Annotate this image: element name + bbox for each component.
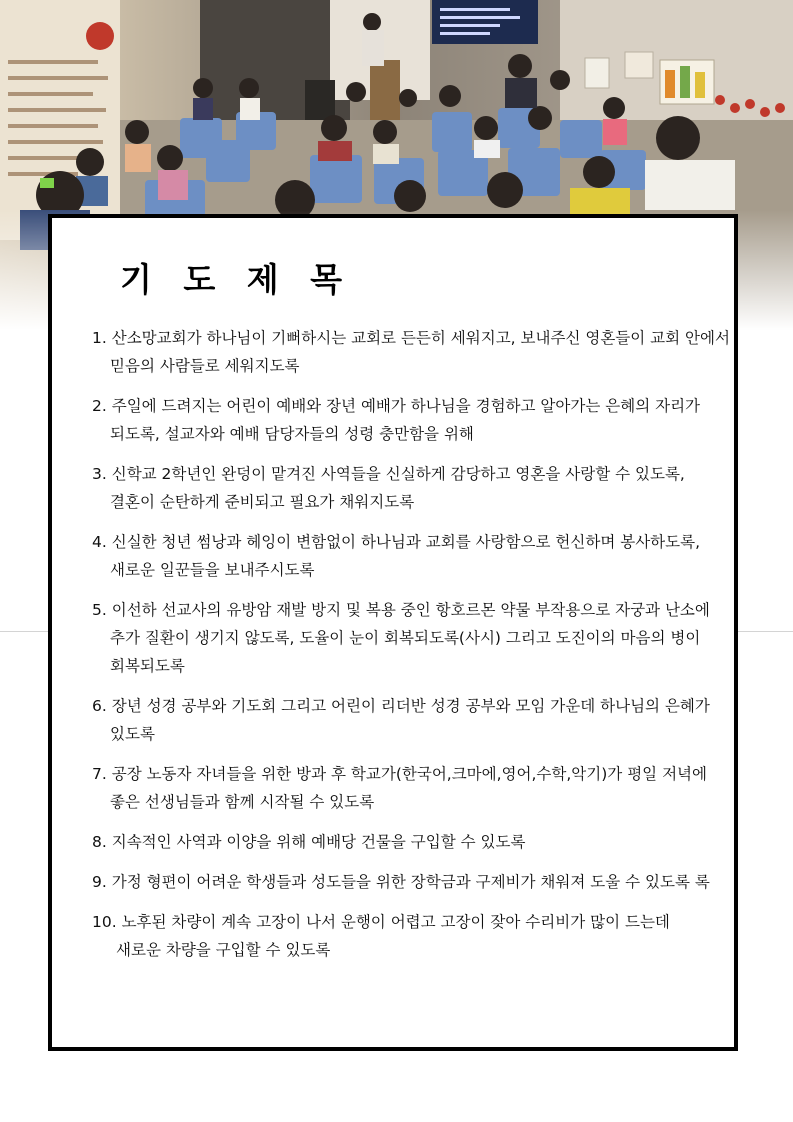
item-text: 2. 주일에 드려지는 어린이 예배와 장년 예배가 하나님을 경험하고 알아가는 은혜의 자리가 — [92, 397, 701, 415]
item-text: 5. 이선하 선교사의 유방암 재발 방지 및 복용 중인 항호르몬 약물 부작용으로 자궁과 난소에 — [92, 601, 710, 619]
page-title: 기 도 제 목 — [120, 260, 352, 299]
list-item — [92, 868, 732, 896]
item-text-continued: 믿음의 사람들로 세워지도록 — [110, 357, 300, 375]
item-text: 8. 지속적인 사역과 이양을 위해 예배당 건물을 구입할 수 있도록 — [92, 833, 526, 851]
list-item — [92, 324, 732, 380]
item-text-continued: 결혼이 순탄하게 준비되고 필요가 채워지도록 — [110, 493, 415, 511]
list-item — [92, 692, 732, 748]
list-item — [92, 908, 732, 964]
item-text: 4. 신실한 청년 썸낭과 헤잉이 변함없이 하나님과 교회를 사랑함으로 헌신하며 봉사하도록, — [92, 533, 701, 551]
list-item — [92, 596, 732, 680]
item-text-continued: 새로운 일꾼들을 보내주시도록 — [110, 561, 315, 579]
item-text-continued: 있도록 — [110, 725, 155, 743]
list-item — [92, 460, 732, 516]
prayer-topics-box — [48, 214, 738, 1051]
prayer-list — [92, 324, 732, 976]
item-text-continued: 좋은 선생님들과 함께 시작될 수 있도록 — [110, 793, 375, 811]
item-text: 1. 산소망교회가 하나님이 기뻐하시는 교회로 든든히 세워지고, 보내주신 영혼들이 교회 안에서 — [92, 329, 730, 347]
item-text-continued: 되도록, 설교자와 예배 담당자들의 성령 충만함을 위해 — [110, 425, 474, 443]
list-item — [92, 392, 732, 448]
list-item — [92, 828, 732, 856]
list-item — [92, 528, 732, 584]
item-text: 3. 신학교 2학년인 완덩이 맡겨진 사역들을 신실하게 감당하고 영혼을 사랑할 수 있도록, — [92, 465, 685, 483]
item-text-continued: 새로운 차량을 구입할 수 있도록 — [116, 941, 331, 959]
item-text: 10. 노후된 차량이 계속 고장이 나서 운행이 어렵고 고장이 잦아 수리비가 많이 드는데 — [92, 913, 670, 931]
list-item — [92, 760, 732, 816]
item-text-continued: 회복되도록 — [110, 657, 185, 675]
item-text: 6. 장년 성경 공부와 기도회 그리고 어린이 리더반 성경 공부와 모임 가운데 하나님의 은혜가 — [92, 697, 710, 715]
item-text: 7. 공장 노동자 자녀들을 위한 방과 후 학교가(한국어,크마에,영어,수학,악기)가 평일 저녁에 — [92, 765, 707, 783]
item-text: 9. 가정 형편이 어려운 학생들과 성도들을 위한 장학금과 구제비가 채워져 도울 수 있도록 록 — [92, 873, 710, 891]
item-text-continued: 추가 질환이 생기지 않도록, 도율이 눈이 회복되도록(사시) 그리고 도진이의 마음의 병이 — [110, 629, 701, 647]
